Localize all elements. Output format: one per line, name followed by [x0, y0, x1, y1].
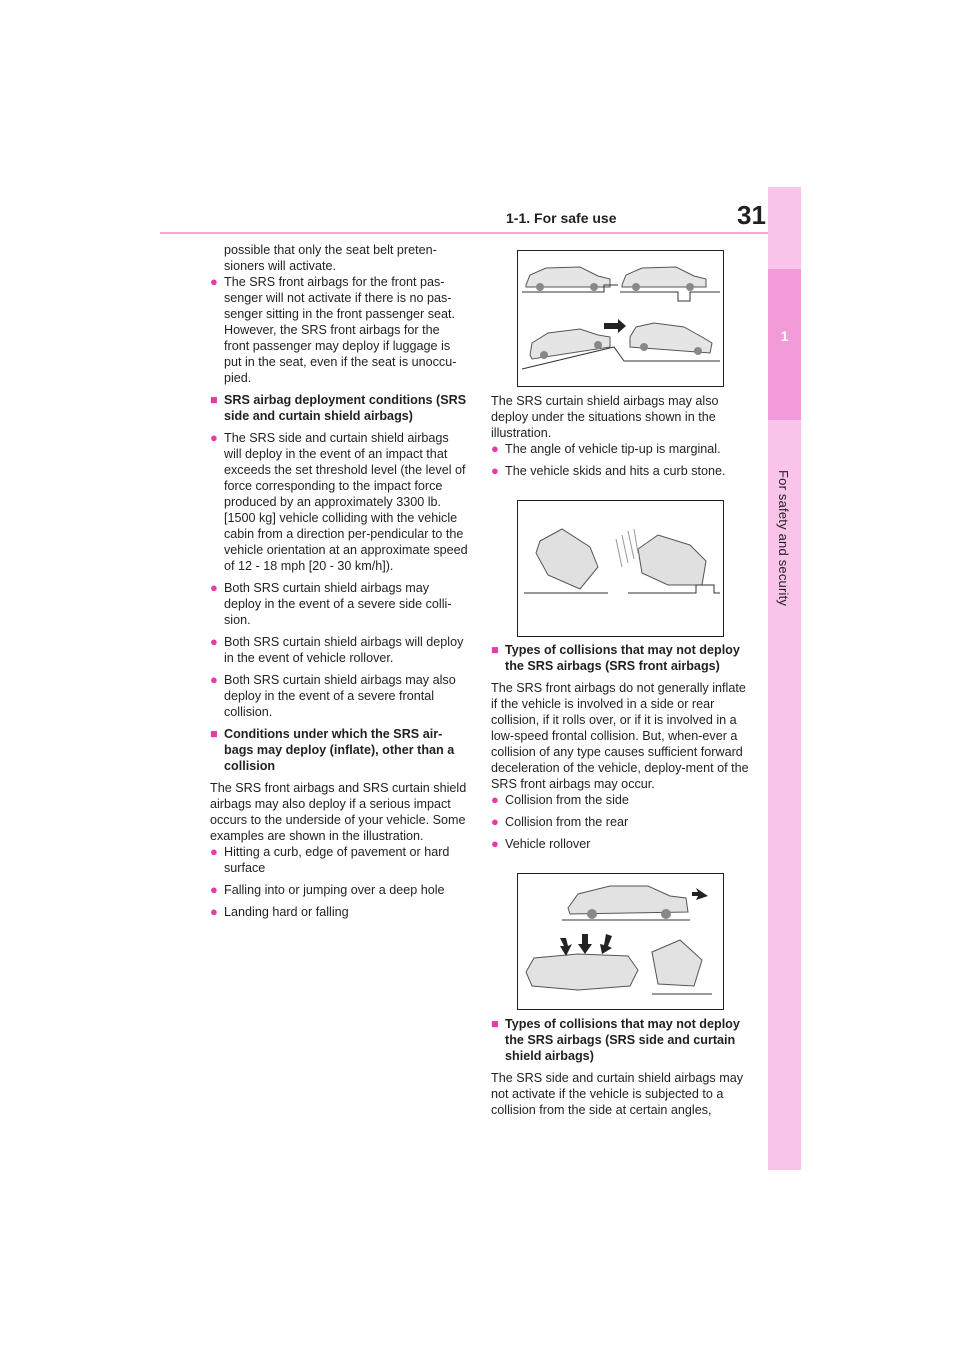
bullet-text: Falling into or jumping over a deep hole [224, 883, 445, 897]
chapter-number: 1 [780, 328, 789, 344]
list-item [491, 463, 753, 479]
bullet-text: The angle of vehicle tip-up is marginal. [505, 442, 721, 456]
heading-marker: ■ [491, 1017, 499, 1031]
bullet-marker: ● [210, 904, 218, 919]
right-column-middle [491, 642, 753, 858]
bullet-text: The SRS front airbags for the front pas-senger will not activate if there is no pas-senger sitting in the front passenger seat. However, the SRS front airbags for the front passenger may deploy if luggage is put in the seat, even if the seat is unoccu-pied. [224, 275, 457, 385]
section-heading [210, 392, 468, 424]
heading-marker: ■ [210, 393, 218, 407]
side-rear-rollover-drawing [518, 874, 723, 1009]
continuation-text: possible that only the seat belt preten-sioners will activate. [224, 243, 437, 273]
chapter-title: For safety and security [776, 470, 791, 607]
paragraph: The SRS curtain shield airbags may also deploy under the situations shown in the illustration. [491, 394, 719, 440]
section-heading [491, 642, 753, 674]
bullet-text: Vehicle rollover [505, 837, 591, 851]
bullet-text: Both SRS curtain shield airbags may also deploy in the event of a severe frontal collision. [224, 673, 456, 719]
bullet-text: Hitting a curb, edge of pavement or hard surface [224, 845, 450, 875]
underside-impacts-drawing [518, 251, 723, 386]
bullet-marker: ● [210, 844, 218, 859]
list-item [210, 580, 468, 628]
heading-text: SRS airbag deployment conditions (SRS side and curtain shield airbags) [224, 393, 467, 423]
chapter-number-box [768, 269, 801, 420]
list-item [491, 441, 753, 457]
heading-marker: ■ [210, 727, 218, 741]
list-item [210, 672, 468, 720]
bullet-marker: ● [210, 430, 218, 445]
heading-text: Types of collisions that may not deploy the SRS airbags (SRS front airbags) [505, 643, 740, 673]
bullet-marker: ● [491, 463, 499, 478]
bullet-marker: ● [210, 634, 218, 649]
right-column-bottom [491, 1016, 753, 1118]
bullet-text: The SRS side and curtain shield airbags will deploy in the event of an impact that exceeds the set threshold level (the level of force corresponding to the impact force produced by an approximately 3300 lb. [1500 kg] vehicle colliding with the vehicle cabin from a direction per-pendicular to the vehicle orientation at an approximate speed of 12 - 18 mph [20 - 30 km/h]). [224, 431, 468, 573]
illustration-tipup-and-curb [517, 500, 724, 637]
illustration-underside-impacts [517, 250, 724, 387]
bullet-marker: ● [491, 836, 499, 851]
list-item [210, 844, 468, 876]
list-item [491, 836, 753, 852]
list-item [210, 882, 468, 898]
left-column [210, 242, 468, 926]
bullet-text: Both SRS curtain shield airbags will deploy in the event of vehicle rollover. [224, 635, 464, 665]
list-item [210, 430, 468, 574]
list-item [210, 634, 468, 666]
section-heading [210, 726, 468, 774]
bullet-marker: ● [491, 792, 499, 807]
heading-marker: ■ [491, 643, 499, 657]
paragraph: The SRS front airbags and SRS curtain shield airbags may also deploy if a serious impact occurs to the underside of your vehicle. Some examples are shown in the illustration. [210, 781, 467, 843]
bullet-text: Collision from the rear [505, 815, 629, 829]
bullet-marker: ● [491, 441, 499, 456]
paragraph: The SRS front airbags do not generally inflate if the vehicle is involved in a side or rear collision, if it rolls over, or if it is involved in a low-speed frontal collision. But, when-ever a collision of any type causes sufficient forward deceleration of the vehicle, deploy-ment of the SRS front airbags may occur. [491, 681, 749, 791]
section-heading [491, 1016, 753, 1064]
bullet-marker: ● [210, 274, 218, 289]
heading-text: Conditions under which the SRS air-bags may deploy (inflate), other than a collision [224, 727, 455, 773]
section-title: 1-1. For safe use [506, 210, 617, 226]
list-item [491, 814, 753, 830]
bullet-text: Collision from the side [505, 793, 629, 807]
tipup-curb-drawing [518, 501, 723, 636]
bullet-marker: ● [210, 882, 218, 897]
right-column-top [491, 393, 753, 485]
bullet-marker: ● [491, 814, 499, 829]
bullet-marker: ● [210, 672, 218, 687]
list-item [210, 274, 468, 386]
header-divider [160, 232, 768, 234]
paragraph: The SRS side and curtain shield airbags may not activate if the vehicle is subjected to a collision from the side at certain angles, [491, 1071, 744, 1117]
bullet-marker: ● [210, 580, 218, 595]
list-item [210, 904, 468, 920]
bullet-text: Both SRS curtain shield airbags may deploy in the event of a severe side colli-sion. [224, 581, 452, 627]
page-number: 31 [737, 200, 766, 230]
bullet-text: Landing hard or falling [224, 905, 349, 919]
bullet-text: The vehicle skids and hits a curb stone. [505, 464, 726, 478]
heading-text: Types of collisions that may not deploy the SRS airbags (SRS side and curtain shield airbags) [505, 1017, 740, 1063]
list-item [491, 792, 753, 808]
illustration-side-rear-rollover [517, 873, 724, 1010]
